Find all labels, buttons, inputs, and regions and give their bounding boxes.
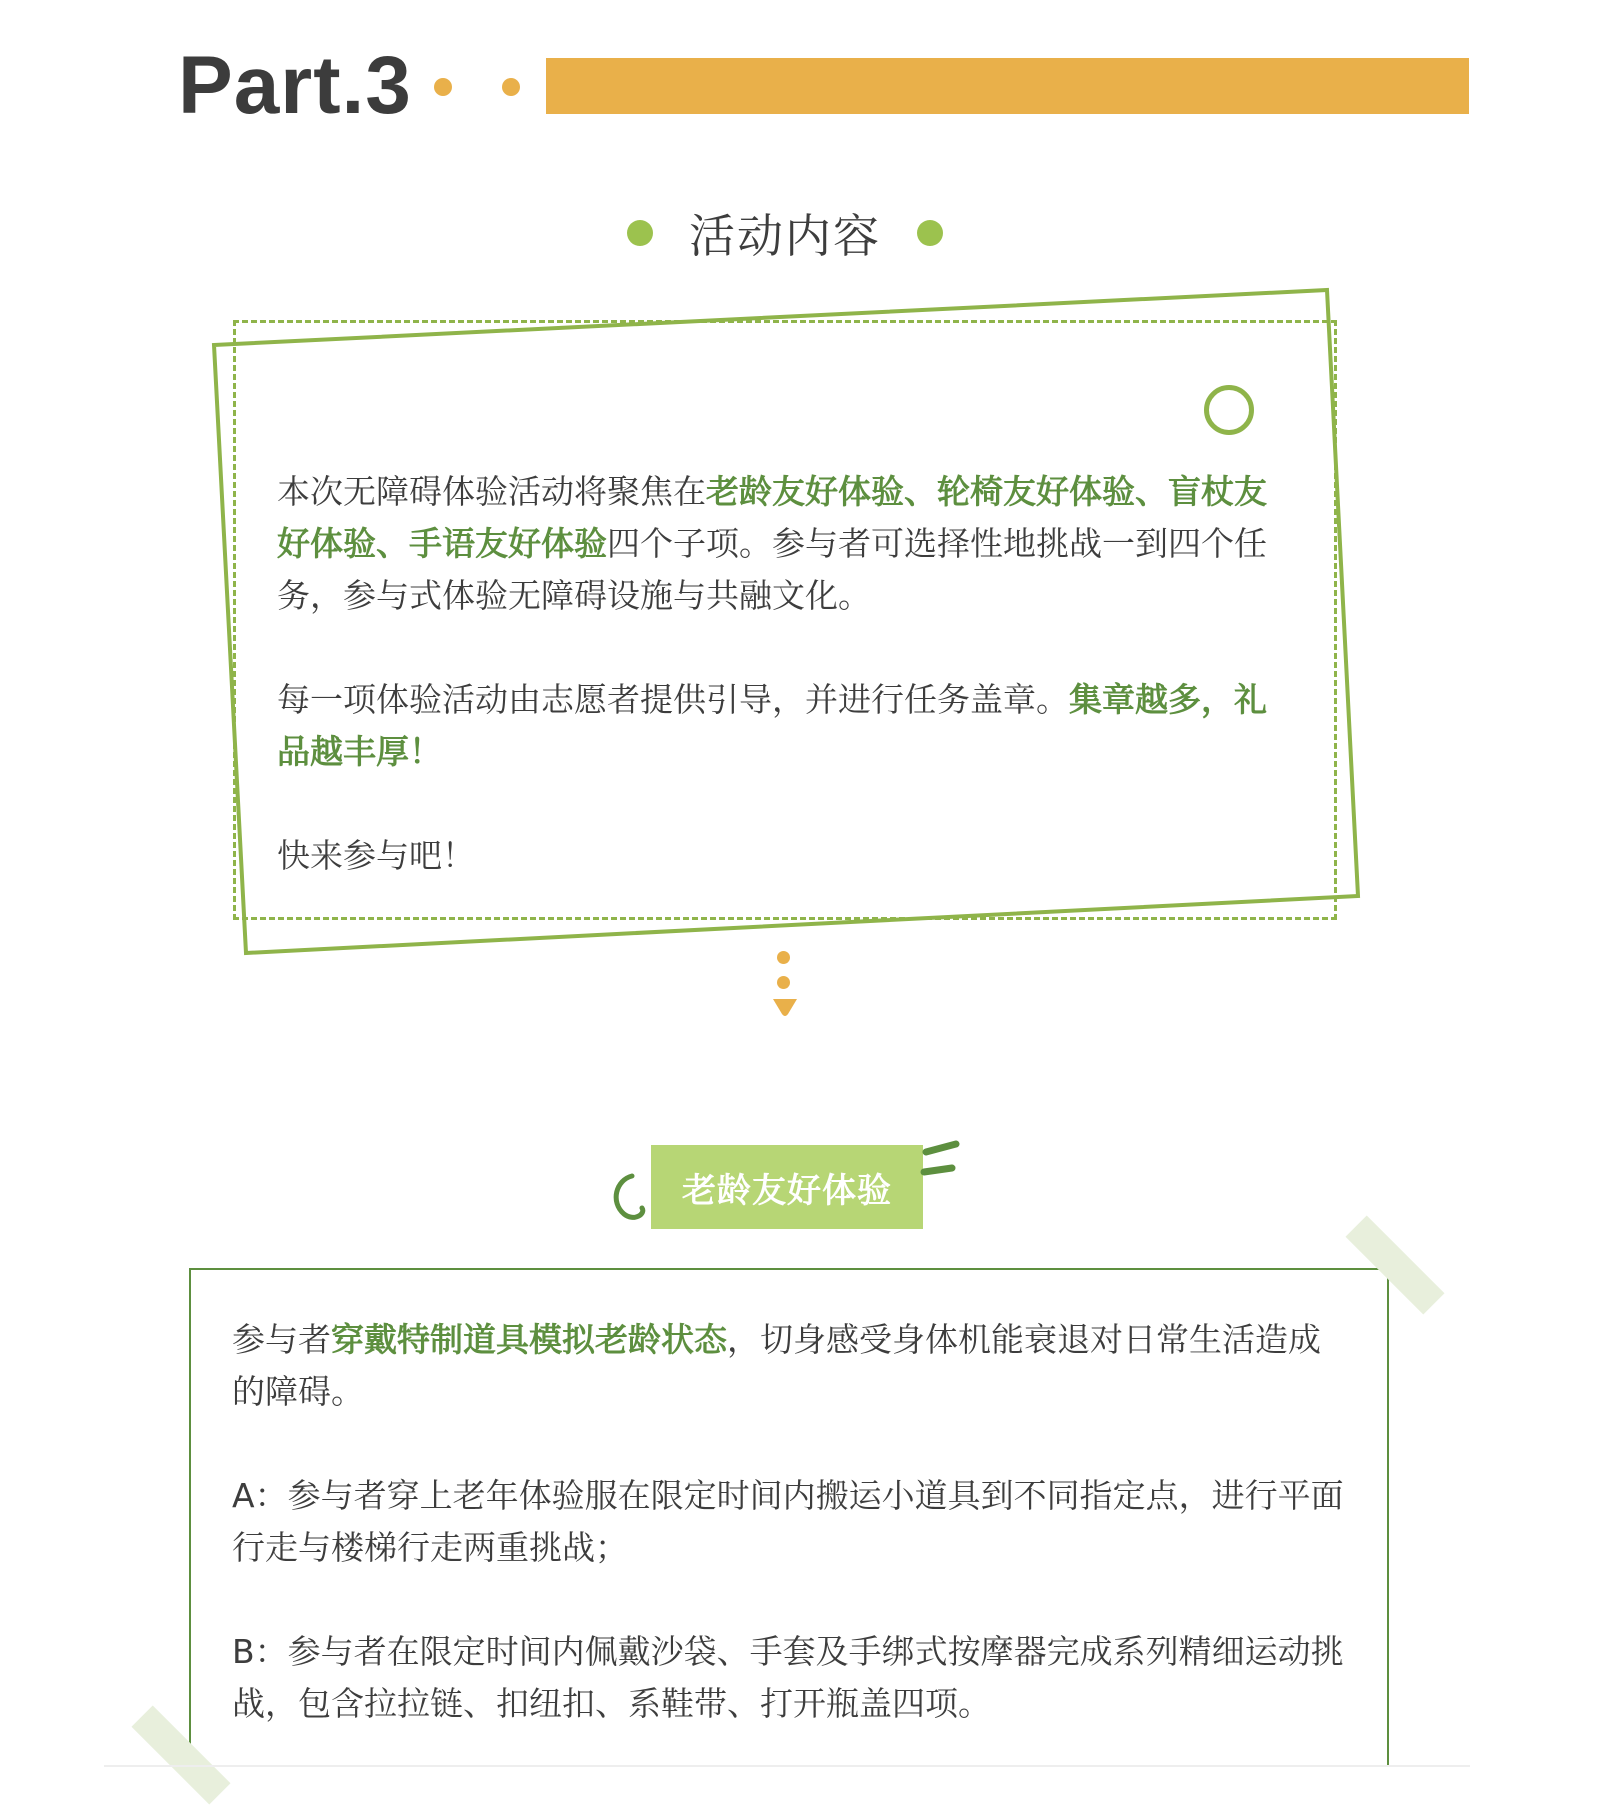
circle-ring-icon [1204,385,1254,435]
card1-p2-intro: 每一项体验活动由志愿者提供引导，并进行任务盖章。 [277,680,1069,719]
down-arrow-icon [770,996,800,1020]
card2-p1-intro: 参与者 [232,1320,331,1359]
card2-paragraph-a: A：参与者穿上老年体验服在限定时间内搬运小道具到不同指定点，进行平面行走与楼梯行走两重挑战； [232,1476,1344,1567]
arrow-dot [777,976,790,989]
card1-p1-highlight: 老龄友好体验、轮椅友好体验、盲杖友好体验、手语友好体验 [277,472,1267,563]
card2-p1-rest: ，切身感受身体机能衰退对日常生活造成的障碍。 [232,1320,1321,1411]
card1-content [277,466,1299,934]
tab-elderly-friendly [651,1145,923,1229]
card1-paragraph-1 [277,466,1299,622]
spark-lines-icon [912,1138,972,1188]
card2-p1-highlight: 穿戴特制道具模拟老龄状态 [331,1320,727,1359]
card2-paragraph-1 [232,1314,1352,1418]
card1-p1-intro: 本次无障碍体验活动将聚焦在 [277,472,706,511]
card2-paragraph-b: B：参与者在限定时间内佩戴沙袋、手套及手绑式按摩器完成系列精细运动挑战，包含拉拉链、扣纽扣、系鞋带、打开瓶盖四项。 [232,1632,1344,1723]
divider-line [104,1765,1470,1767]
swirl-decoration-icon [606,1170,656,1230]
card1-p2-highlight: 集章越多，礼品越丰厚！ [277,680,1267,771]
part-title: Part.3 [178,40,412,131]
arrow-dot [777,951,790,964]
tab-label: 老龄友好体验 [682,1170,892,1211]
section-title: 活动内容 [689,209,881,263]
card2-content [232,1314,1352,1782]
card1-p1-rest: 四个子项。参与者可选择性地挑战一到四个任务，参与式体验无障碍设施与共融文化。 [277,524,1267,615]
card1-paragraph-2 [277,674,1299,778]
card1-paragraph-3: 快来参与吧！ [277,836,475,875]
